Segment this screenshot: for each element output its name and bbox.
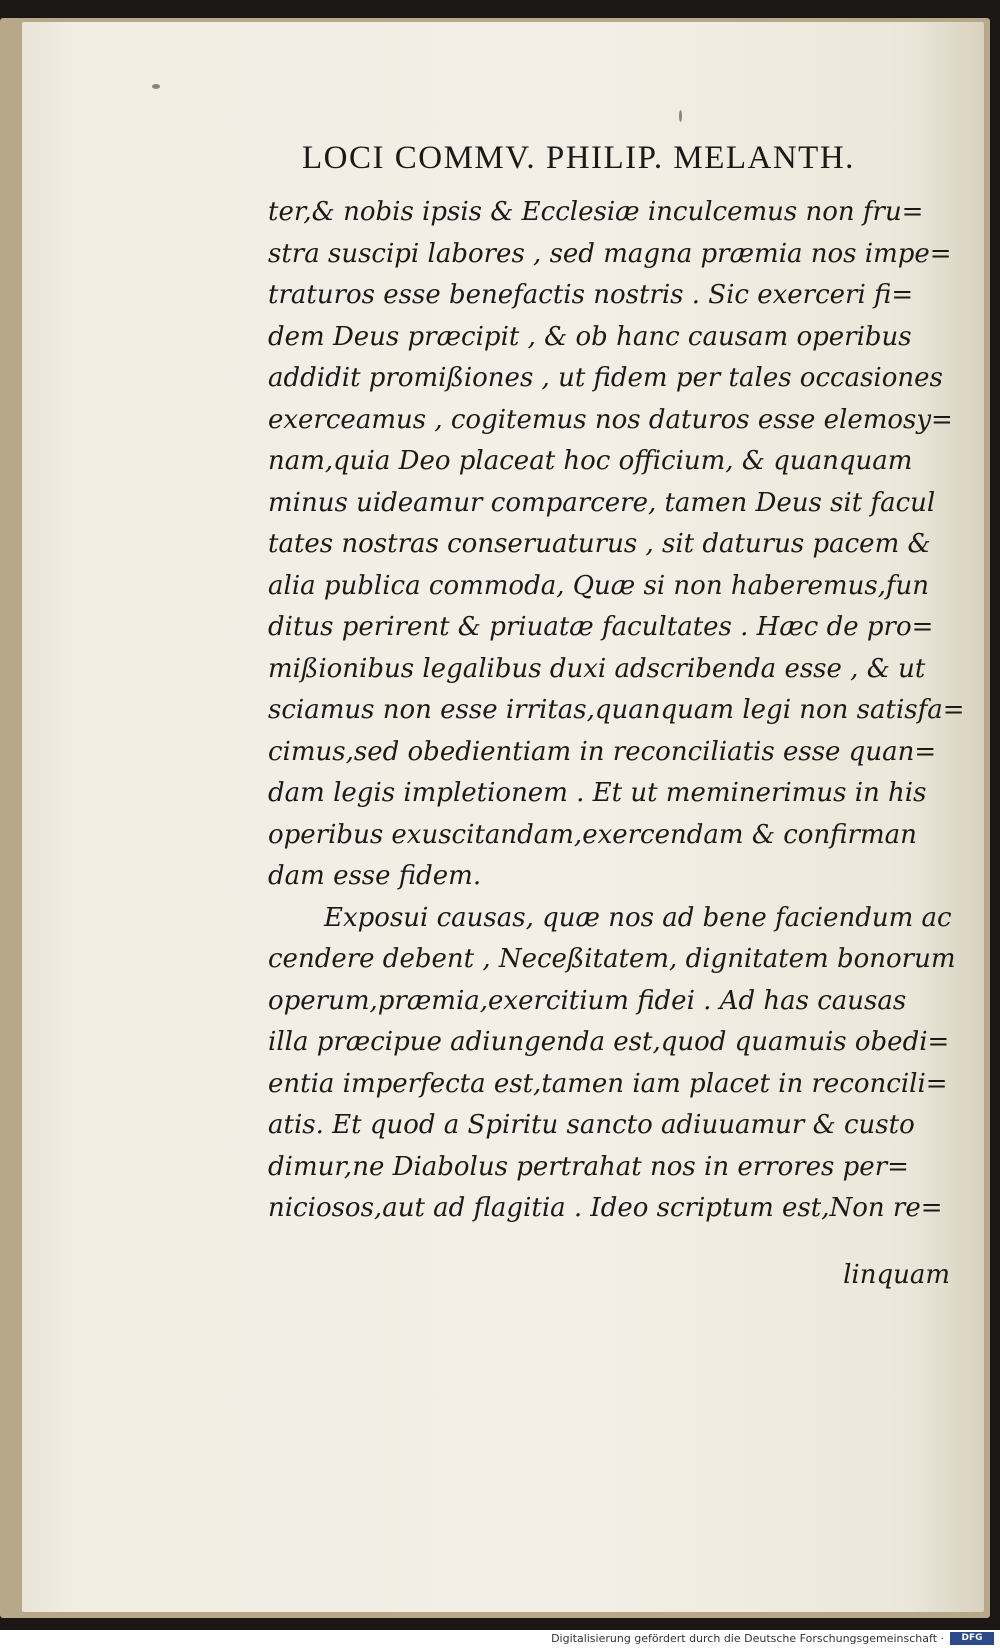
- text-line: operibus exuscitandam,exercendam & confirman: [268, 819, 917, 850]
- ink-spot: [679, 110, 682, 122]
- text-line: operum,præmia,exercitium fidei . Ad has causas: [268, 985, 907, 1016]
- text-line: alia publica commoda, Quæ si non haberemus,fun: [268, 570, 930, 601]
- running-head: LOCI COMMV. PHILIP. MELANTH.: [302, 140, 855, 176]
- text-line: exerceamus , cogitemus nos daturos esse elemosy=: [268, 404, 953, 435]
- text-line: niciosos,aut ad flagitia . Ideo scriptum est,Non re=: [268, 1193, 943, 1223]
- catchword: linquam: [843, 1260, 950, 1290]
- text-line: minus uideamur comparcere, tamen Deus sit facul: [268, 487, 936, 518]
- text-line: addidit promißiones , ut fidem per tales occasiones: [268, 363, 943, 393]
- text-line: tates nostras conseruaturus , sit daturus pacem &: [268, 529, 931, 559]
- text-line: dem Deus præcipit , & ob hanc causam operibus: [268, 321, 912, 352]
- footer-bar: [0, 1630, 1000, 1648]
- text-line: ter,& nobis ipsis & Ecclesiæ inculcemus non fru=: [268, 197, 924, 227]
- text-line: cendere debent , Neceßitatem, dignitatem bonorum: [268, 944, 956, 974]
- body-text: [268, 192, 965, 1230]
- text-line: stra suscipi labores , sed magna præmia nos impe=: [268, 238, 952, 269]
- text-line: dimur,ne Diabolus pertrahat nos in errores per=: [268, 1151, 909, 1182]
- text-line: cimus,sed obedientiam in reconciliatis esse quan=: [268, 736, 937, 767]
- text-line: dam esse fidem.: [268, 861, 482, 891]
- text-line: nam,quia Deo placeat hoc officium, & quanquam: [268, 446, 913, 476]
- text-line: traturos esse benefactis nostris . Sic exerceri fi=: [268, 280, 914, 310]
- text-line: atis. Et quod a Spiritu sancto adiuuamur & custo: [268, 1110, 915, 1140]
- text-line: entia imperfecta est,tamen iam placet in reconcili=: [268, 1068, 948, 1099]
- dfg-logo[interactable]: DFG: [950, 1632, 994, 1645]
- text-line: ditus perirent & priuatæ facultates . Hæc de pro=: [268, 612, 934, 642]
- text-line: mißionibus legalibus duxi adscribenda esse , & ut: [268, 653, 926, 684]
- funding-notice: Digitalisierung gefördert durch die Deutsche Forschungsgemeinschaft ·: [551, 1632, 944, 1645]
- ink-spot: [152, 84, 160, 89]
- text-line: Exposui causas, quæ nos ad bene faciendum ac: [324, 902, 952, 933]
- text-line: dam legis impletionem . Et ut meminerimus in his: [268, 778, 927, 808]
- text-line: illa præcipue adiungenda est,quod quamuis obedi=: [268, 1027, 950, 1057]
- text-line: sciamus non esse irritas,quanquam legi non satisfa=: [268, 695, 965, 725]
